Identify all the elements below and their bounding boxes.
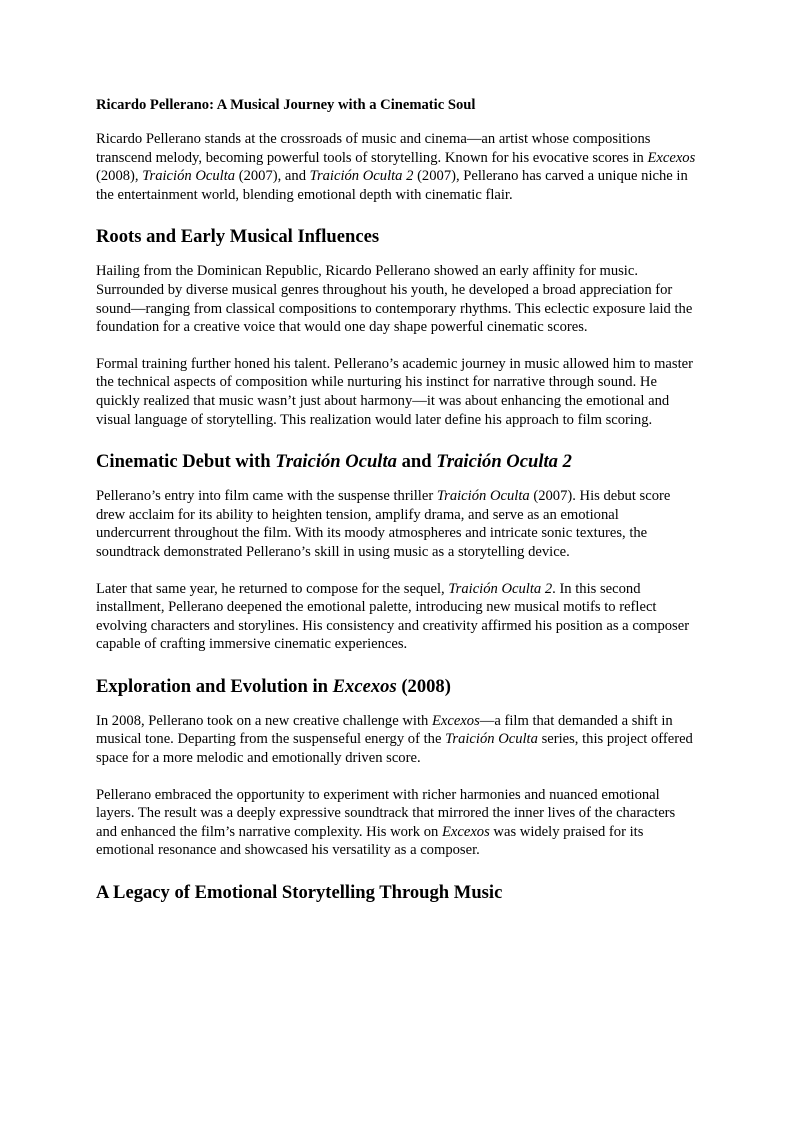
document-title: Ricardo Pellerano: A Musical Journey with a Cinematic Soul [96, 97, 476, 113]
debut-paragraph-1 [96, 487, 696, 561]
paragraph-text: (2007). His debut score drew acclaim for its ability to heighten tension, amplify drama, and serve as an emotional undercurrent throughout the film. With its moody atmospheres and intricate sonic textures, the soundtrack demonstrated Pellerano’s skill in using music as a storytelling device. [96, 488, 671, 560]
paragraph-text: Pellerano embraced the opportunity to experiment with richer harmonies and nuanced emotional layers. The result was a deeply expressive soundtrack that mirrored the inner lives of the characters and enhanced the film’s narrative complexity. His work on [96, 786, 676, 840]
heading-text: Exploration and Evolution in [96, 675, 333, 697]
section-heading-legacy: A Legacy of Emotional Storytelling Through Music [96, 882, 503, 904]
film-title: Excexos [441, 823, 490, 840]
film-title: Excexos [431, 712, 480, 729]
excexos-paragraph-2 [96, 786, 696, 860]
heading-film-title: Traición Oculta [275, 451, 397, 473]
section-heading-roots: Roots and Early Musical Influences [96, 226, 380, 248]
paragraph-text: —a film that demanded a shift in musical tone. Departing from the suspenseful energy of the [96, 712, 673, 748]
paragraph-text: series, this project offered space for a more melodic and emotionally driven score. [96, 731, 693, 767]
heading-film-title: Traición Oculta 2 [436, 451, 572, 473]
section-heading-excexos [96, 676, 696, 698]
film-title-traicion-oculta: Traición Oculta [142, 168, 236, 185]
roots-paragraph-1: Hailing from the Dominican Republic, Ricardo Pellerano showed an early affinity for music. Surrounded by diverse musical genres throughout his youth, he developed a broad appreciation for sound—ranging from classical compositions to contemporary rhythms. This eclectic exposure laid the foundation for a creative voice that would one day shape powerful cinematic scores. [96, 263, 693, 336]
intro-text: (2008), [96, 168, 143, 185]
section-heading-cinematic-debut [96, 451, 696, 473]
film-title: Traición Oculta 2 [448, 580, 553, 597]
debut-paragraph-2 [96, 580, 696, 654]
roots-paragraph-2: Formal training further honed his talent. Pellerano’s academic journey in music allowed him to master the technical aspects of composition while nurturing his instinct for narrative through sound. He quickly realized that music wasn’t just about harmony—it was about enhancing the emotional and visual language of storytelling. This realization would later define his approach to film scoring. [96, 355, 693, 428]
heading-text: and [396, 451, 437, 473]
heading-text: Cinematic Debut with [96, 451, 276, 473]
heading-film-title: Excexos [332, 675, 397, 697]
film-title: Traición Oculta [445, 731, 538, 748]
paragraph-text: was widely praised for its emotional resonance and showcased his versatility as a composer. [96, 823, 644, 859]
excexos-paragraph-1 [96, 712, 696, 768]
intro-text: (2007), Pellerano has carved a unique niche in the entertainment world, blending emotional depth with cinematic flair. [96, 168, 688, 203]
film-title: Traición Oculta [436, 488, 530, 505]
paragraph-text: In 2008, Pellerano took on a new creative challenge with [96, 712, 432, 729]
paragraph-text: . In this second installment, Pellerano deepened the emotional palette, introducing new musical motifs to reflect evolving characters and storylines. His consistency and creativity affirmed his position as a composer capable of crafting immersive cinematic experiences. [96, 580, 690, 653]
paragraph-text: Later that same year, he returned to compose for the sequel, [96, 580, 449, 597]
intro-paragraph [96, 130, 696, 204]
film-title-traicion-oculta-2: Traición Oculta 2 [309, 168, 414, 185]
paragraph-text: Pellerano’s entry into film came with the suspense thriller [96, 488, 437, 505]
film-title-excexos: Excexos [647, 149, 696, 166]
intro-text: (2007), and [235, 168, 310, 185]
document-page [96, 96, 696, 918]
heading-text: (2008) [396, 675, 451, 697]
intro-text: Ricardo Pellerano stands at the crossroads of music and cinema—an artist whose compositions transcend melody, becoming powerful tools of storytelling. Known for his evocative scores in [96, 131, 651, 166]
